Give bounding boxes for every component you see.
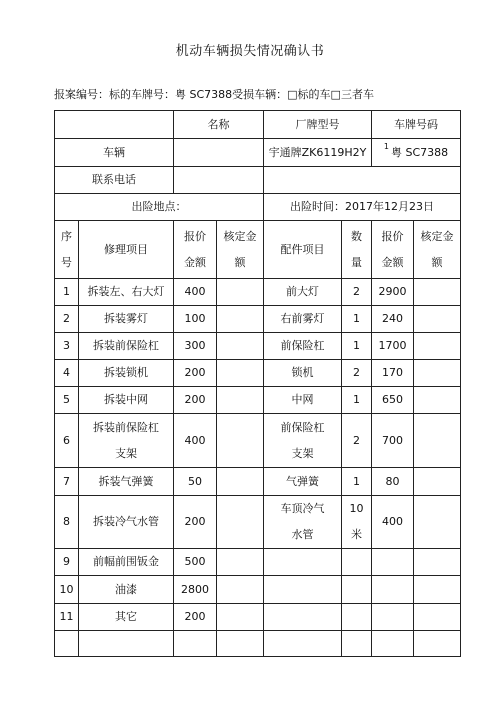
part-qty: 1 [342, 468, 372, 496]
part-item [264, 604, 342, 631]
repair-approved [217, 333, 264, 360]
model-label: 厂牌型号 [264, 111, 372, 139]
table-row [55, 414, 461, 468]
loss-confirmation-table [54, 110, 461, 657]
part-qty: 2 [342, 414, 372, 468]
item-no: 5 [55, 387, 79, 414]
part-approved [414, 306, 461, 333]
repair-quote: 500 [174, 549, 217, 576]
part-item: 右前雾灯 [264, 306, 342, 333]
part-quote: 700 [372, 414, 414, 468]
item-no: 4 [55, 360, 79, 387]
table-row [55, 360, 461, 387]
item-no: 9 [55, 549, 79, 576]
part-quote [372, 549, 414, 576]
repair-approved [217, 279, 264, 306]
part-quote-header: 报价 金额 [372, 221, 414, 279]
repair-approved [217, 496, 264, 549]
repair-quote: 200 [174, 496, 217, 549]
table-row [55, 549, 461, 576]
plate-label: 车牌号码 [372, 111, 461, 139]
table-row [55, 604, 461, 631]
part-quote: 240 [372, 306, 414, 333]
column-header-row [55, 221, 461, 279]
part-approved [414, 604, 461, 631]
part-approved [414, 549, 461, 576]
part-approved [414, 576, 461, 604]
part-approved-header: 核定金 额 [414, 221, 461, 279]
part-quote: 400 [372, 496, 414, 549]
part-approved [414, 496, 461, 549]
part-approved [414, 333, 461, 360]
document-title: 机动车辆损失情况确认书 [175, 44, 325, 59]
accident-place: 出险地点： [55, 194, 264, 221]
approved-header: 核定金 额 [217, 221, 264, 279]
repair-quote: 2800 [174, 576, 217, 604]
table-row [55, 279, 461, 306]
part-approved [414, 279, 461, 306]
repair-item: 拆装左、右大灯 [79, 279, 174, 306]
repair-approved [217, 549, 264, 576]
repair-quote: 100 [174, 306, 217, 333]
part-qty [342, 576, 372, 604]
item-no: 3 [55, 333, 79, 360]
place-time-row [55, 194, 461, 221]
table-row [55, 496, 461, 549]
table-row [55, 333, 461, 360]
part-qty [342, 604, 372, 631]
part-approved [414, 360, 461, 387]
part-qty [342, 549, 372, 576]
repair-quote: 50 [174, 468, 217, 496]
vehicle-label: 车辆 [55, 139, 174, 167]
table-row [55, 576, 461, 604]
repair-approved [217, 604, 264, 631]
repair-approved [217, 387, 264, 414]
vehicle-name-value [174, 139, 264, 167]
part-item: 车顶冷气 水管 [264, 496, 342, 549]
part-item: 前保险杠 [264, 333, 342, 360]
part-item: 气弹簧 [264, 468, 342, 496]
item-no: 8 [55, 496, 79, 549]
repair-quote: 400 [174, 414, 217, 468]
table-row [55, 387, 461, 414]
item-no: 10 [55, 576, 79, 604]
part-qty: 2 [342, 360, 372, 387]
repair-item: 拆装气弹簧 [79, 468, 174, 496]
part-quote: 2900 [372, 279, 414, 306]
repair-quote: 200 [174, 360, 217, 387]
phone-value [174, 167, 264, 194]
repair-item: 油漆 [79, 576, 174, 604]
part-quote: 170 [372, 360, 414, 387]
blank-cell [55, 111, 174, 139]
vehicle-plate-value: 粤 SC7388 [390, 145, 449, 159]
seq-header: 序 号 [55, 221, 79, 279]
repair-item: 拆装中网 [79, 387, 174, 414]
part-item [264, 549, 342, 576]
repair-quote: 300 [174, 333, 217, 360]
repair-quote: 200 [174, 387, 217, 414]
repair-header: 修理项目 [79, 221, 174, 279]
repair-item: 拆装锁机 [79, 360, 174, 387]
qty-header: 数 量 [342, 221, 372, 279]
part-quote [372, 576, 414, 604]
phone-row [55, 167, 461, 194]
accident-time: 出险时间：2017年12月23日 [264, 194, 461, 221]
repair-approved [217, 414, 264, 468]
part-qty: 2 [342, 279, 372, 306]
vehicle-plate-cell [372, 139, 461, 167]
part-quote: 80 [372, 468, 414, 496]
repair-approved [217, 306, 264, 333]
repair-item: 拆装前保险杠 支架 [79, 414, 174, 468]
part-quote: 1700 [372, 333, 414, 360]
item-no: 2 [55, 306, 79, 333]
table-row [55, 468, 461, 496]
table-row [55, 306, 461, 333]
parts-header: 配件项目 [264, 221, 342, 279]
repair-approved [217, 360, 264, 387]
item-no: 7 [55, 468, 79, 496]
plate-footnote: 1 [383, 141, 389, 151]
report-info-line: 报案编号：标的车牌号：粤 SC7388受损车辆：□标的车□三者车 [54, 88, 374, 101]
part-qty: 1 [342, 387, 372, 414]
part-item: 中网 [264, 387, 342, 414]
repair-item: 拆装冷气水管 [79, 496, 174, 549]
part-approved [414, 414, 461, 468]
part-qty: 1 [342, 333, 372, 360]
item-no: 11 [55, 604, 79, 631]
item-no: 1 [55, 279, 79, 306]
name-label: 名称 [174, 111, 264, 139]
repair-approved [217, 576, 264, 604]
item-no: 6 [55, 414, 79, 468]
quote-header: 报价 金额 [174, 221, 217, 279]
repair-item: 前幅前围钣金 [79, 549, 174, 576]
part-quote: 650 [372, 387, 414, 414]
vehicle-model-value: 宇通牌ZK6119H2Y [264, 139, 372, 167]
part-item [264, 576, 342, 604]
part-approved [414, 468, 461, 496]
repair-quote: 200 [174, 604, 217, 631]
part-approved [414, 387, 461, 414]
repair-item: 拆装前保险杠 [79, 333, 174, 360]
part-qty: 1 [342, 306, 372, 333]
phone-extra [264, 167, 461, 194]
vehicle-row [55, 139, 461, 167]
part-item: 前保险杠 支架 [264, 414, 342, 468]
vehicle-header-row [55, 111, 461, 139]
repair-approved [217, 468, 264, 496]
part-qty: 10 米 [342, 496, 372, 549]
repair-quote: 400 [174, 279, 217, 306]
repair-item: 其它 [79, 604, 174, 631]
phone-label: 联系电话 [55, 167, 174, 194]
part-item: 锁机 [264, 360, 342, 387]
part-quote [372, 604, 414, 631]
part-item: 前大灯 [264, 279, 342, 306]
empty-row [55, 631, 461, 657]
repair-item: 拆装雾灯 [79, 306, 174, 333]
